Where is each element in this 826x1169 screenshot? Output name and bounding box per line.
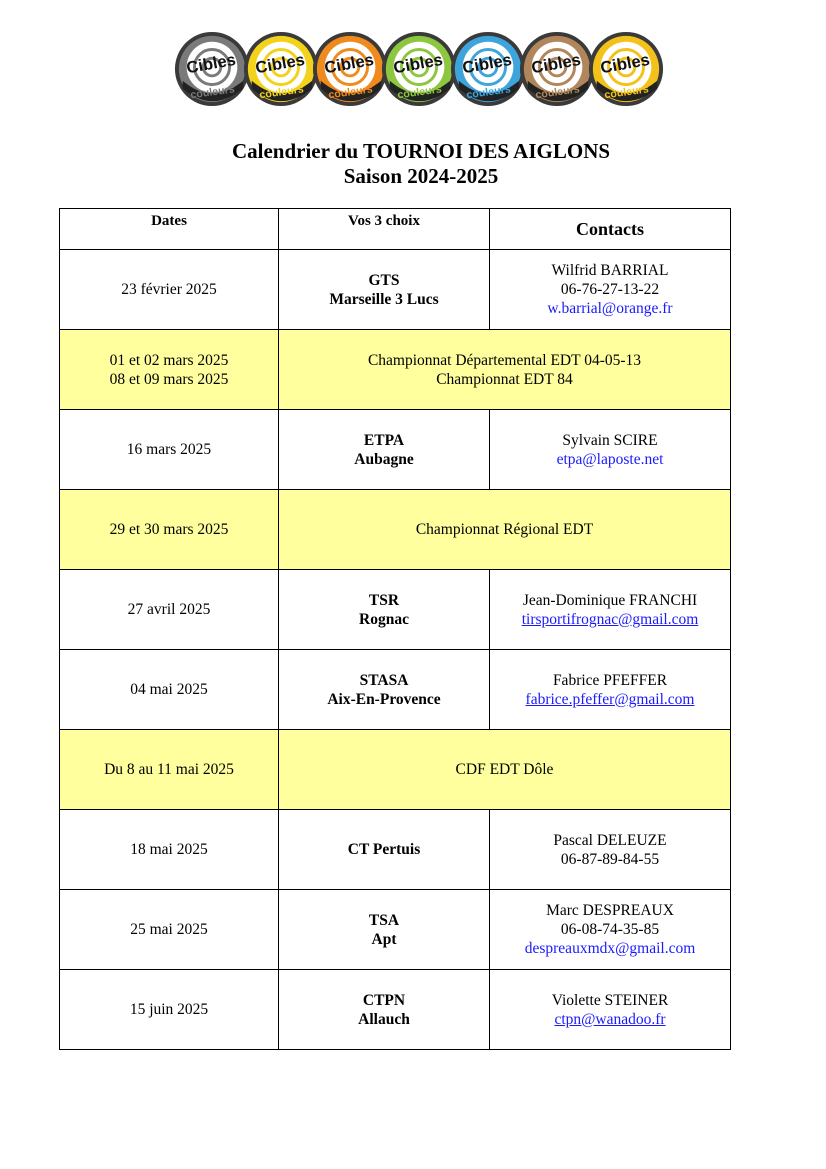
table-row	[60, 410, 731, 490]
contact-email-link[interactable]: despreauxmdx@gmail.com	[524, 940, 696, 957]
contact-name: Violette STEINER	[551, 991, 669, 1009]
svg-text:Cibles: Cibles	[529, 49, 583, 78]
cibles-logo-icon	[311, 30, 389, 108]
cibles-logo-icon	[242, 30, 320, 108]
date-cell: 27 avril 2025	[60, 570, 279, 650]
contact-email-link[interactable]: etpa@laposte.net	[556, 450, 664, 468]
svg-text:Cibles: Cibles	[460, 49, 514, 78]
svg-text:Cibles: Cibles	[322, 49, 376, 78]
contact-name: Fabrice PFEFFER	[552, 671, 668, 689]
date-cell: Du 8 au 11 mai 2025	[60, 730, 279, 810]
calendar-table	[59, 208, 731, 1050]
club-cell	[279, 410, 490, 490]
table-row	[60, 650, 731, 730]
contact-cell	[490, 810, 731, 890]
club-city: Rognac	[359, 610, 409, 628]
club-code: ETPA	[363, 431, 405, 449]
cibles-logo-icon	[449, 30, 527, 108]
date-cell: 04 mai 2025	[60, 650, 279, 730]
cibles-logo-icon	[518, 30, 596, 108]
table-row-event	[60, 330, 731, 410]
contact-cell	[490, 970, 731, 1050]
contact-cell	[490, 890, 731, 970]
club-city: Aubagne	[354, 450, 414, 468]
date-line-2: 08 et 09 mars 2025	[109, 370, 229, 388]
club-code: GTS	[368, 271, 400, 289]
cibles-logo-icon	[587, 30, 665, 108]
contact-email-link[interactable]: ctpn@wanadoo.fr	[554, 1010, 666, 1028]
svg-text:couleurs: couleurs	[465, 83, 512, 102]
club-city: Marseille 3 Lucs	[329, 290, 439, 308]
svg-text:Cibles: Cibles	[598, 49, 652, 78]
date-cell: 16 mars 2025	[60, 410, 279, 490]
cibles-logo-icon	[173, 30, 251, 108]
table-row	[60, 250, 731, 330]
page-title	[0, 139, 826, 189]
club-cell	[279, 650, 490, 730]
table-row-event	[60, 730, 731, 810]
club-cell	[279, 250, 490, 330]
svg-text:Cibles: Cibles	[253, 49, 307, 78]
contact-name: Jean-Dominique FRANCHI	[522, 591, 698, 609]
event-cell: Championnat Régional EDT	[279, 490, 731, 570]
date-cell: 25 mai 2025	[60, 890, 279, 970]
svg-text:Cibles: Cibles	[391, 49, 445, 78]
table-row	[60, 970, 731, 1050]
date-cell: 23 février 2025	[60, 250, 279, 330]
contact-phone: 06-87-89-84-55	[560, 850, 660, 868]
date-cell	[60, 330, 279, 410]
contact-name: Marc DESPREAUX	[546, 902, 674, 919]
header-dates: Dates	[60, 209, 279, 250]
table-row	[60, 570, 731, 650]
contact-name: Wilfrid BARRIAL	[551, 262, 669, 279]
svg-text:couleurs: couleurs	[258, 83, 305, 102]
contact-name: Pascal DELEUZE	[553, 831, 667, 849]
table-header-row	[60, 209, 731, 250]
contact-cell	[490, 570, 731, 650]
club-code: CTPN	[362, 991, 406, 1009]
club-code: TSR	[368, 591, 400, 609]
contact-phone: 06-76-27-13-22	[560, 281, 660, 298]
club-city: Allauch	[358, 1010, 410, 1028]
club-cell	[279, 570, 490, 650]
cibles-logo-icon	[380, 30, 458, 108]
date-cell: 29 et 30 mars 2025	[60, 490, 279, 570]
date-cell: 18 mai 2025	[60, 810, 279, 890]
table-row	[60, 810, 731, 890]
title-line-1: Calendrier du TOURNOI DES AIGLONS	[231, 139, 611, 163]
cibles-couleurs-logo-strip	[173, 30, 673, 110]
contact-phone: 06-08-74-35-85	[560, 921, 660, 938]
club-code: TSA	[368, 911, 400, 929]
date-cell: 15 juin 2025	[60, 970, 279, 1050]
contact-cell	[490, 410, 731, 490]
title-line-2: Saison 2024-2025	[343, 164, 499, 188]
club-city: Aix-En-Provence	[327, 690, 441, 708]
svg-text:Cibles: Cibles	[184, 49, 238, 78]
header-choix: Vos 3 choix	[279, 209, 490, 250]
svg-text:couleurs: couleurs	[603, 83, 650, 102]
club-cell	[279, 970, 490, 1050]
event-line-2: Championnat EDT 84	[436, 370, 573, 388]
contact-email-link[interactable]: fabrice.pfeffer@gmail.com	[525, 690, 695, 708]
svg-text:couleurs: couleurs	[189, 83, 236, 102]
contact-email-link[interactable]: tirsportifrognac@gmail.com	[521, 610, 699, 628]
event-cell	[279, 330, 731, 410]
contact-name: Sylvain SCIRE	[562, 431, 658, 449]
date-line-1: 01 et 02 mars 2025	[109, 351, 229, 369]
table-row	[60, 890, 731, 970]
table-row-event	[60, 490, 731, 570]
event-cell: CDF EDT Dôle	[279, 730, 731, 810]
club-cell	[279, 890, 490, 970]
club-cell: CT Pertuis	[279, 810, 490, 890]
club-city: Apt	[371, 930, 397, 948]
svg-text:couleurs: couleurs	[396, 83, 443, 102]
contact-cell	[490, 650, 731, 730]
contact-email-link[interactable]: w.barrial@orange.fr	[547, 300, 673, 317]
svg-text:couleurs: couleurs	[534, 83, 581, 102]
header-contacts: Contacts	[490, 209, 731, 250]
contact-cell	[490, 250, 731, 330]
event-line-1: Championnat Départemental EDT 04-05-13	[367, 351, 642, 369]
club-code: STASA	[359, 671, 409, 689]
svg-text:couleurs: couleurs	[327, 83, 374, 102]
